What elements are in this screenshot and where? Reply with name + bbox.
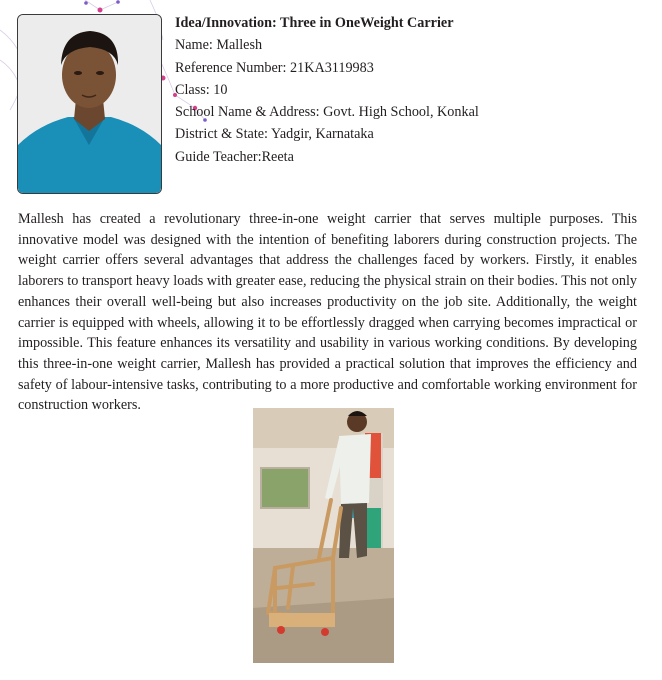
weight-carrier-photo: [253, 408, 394, 663]
reference-number: Reference Number: 21KA3119983: [175, 59, 374, 76]
idea-title: Idea/Innovation: Three in OneWeight Carrier: [175, 15, 454, 31]
guide-teacher: Guide Teacher:Reeta: [175, 148, 294, 165]
student-portrait-photo: [17, 14, 162, 194]
school-name-address: School Name & Address: Govt. High School, Konkal: [175, 104, 479, 121]
district-state: District & State: Yadgir, Karnataka: [175, 126, 374, 143]
student-info-block: [175, 12, 479, 168]
student-class: Class: 10: [175, 81, 228, 98]
student-name: Name: Mallesh: [175, 37, 263, 54]
innovation-description: Mallesh has created a revolutionary three-in-one weight carrier that serves multiple purposes. This innovative model was designed with the intention of benefiting laborers during construction projects. The weight carrier offers several advantages that address the challenges faced by workers. Firstly, it enables laborers to transport heavy loads with greater ease, reducing the physical strain on their bodies. This not only enhances their overall well-being but also increases productivity on the job site. Additionally, the weight carrier is equipped with wheels, allowing it to be effortlessly dragged when carrying becomes impractical or impossible. This feature enhances its versatility and usability in various working conditions. By developing this three-in-one weight carrier, Mallesh has provided a practical solution that improves the efficiency and safety of labour-intensive tasks, contributing to a more productive and comfortable working environment for construction workers.: [18, 211, 637, 414]
